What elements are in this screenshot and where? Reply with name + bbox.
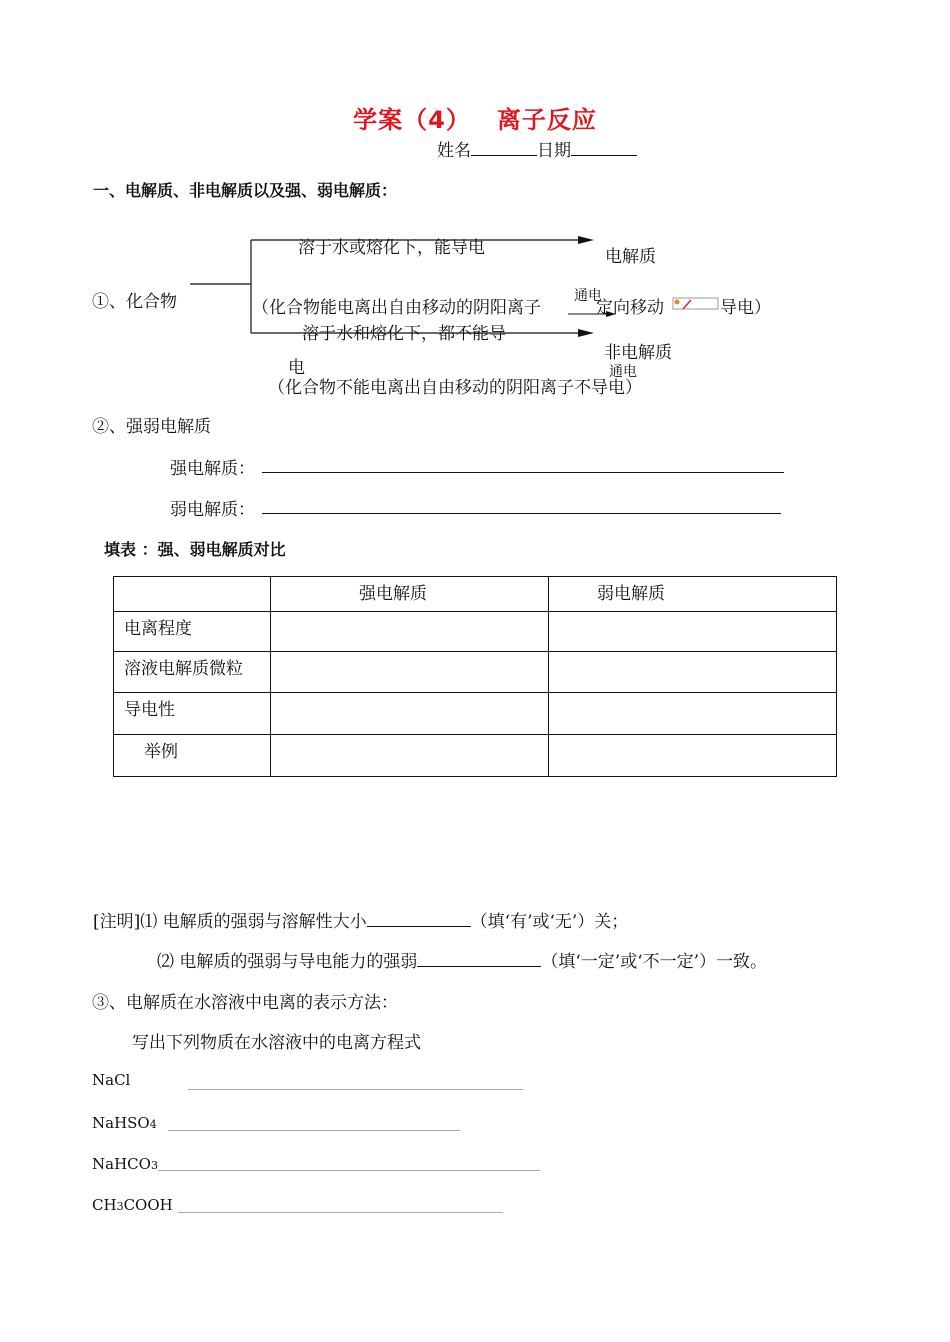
table-header-empty [114, 577, 271, 612]
cell-weak-ionization[interactable] [549, 612, 837, 652]
note2-prefix: ⑵ 电解质的强弱与导电能力的强弱 [157, 952, 418, 972]
row-label-particles: 溶液电解质微粒 [114, 652, 271, 693]
cell-strong-examples[interactable] [271, 735, 549, 777]
formula-nacl [92, 1071, 130, 1089]
table-row [114, 652, 837, 693]
weak-answer-line[interactable] [262, 513, 781, 514]
title-left: 学案（4） [353, 106, 471, 134]
formula-ch3cooh [92, 1196, 173, 1214]
branch-top-note-c: 导电） [720, 298, 771, 318]
note-2 [157, 947, 767, 972]
formula-ch3cooh-sub: 3 [116, 1200, 124, 1213]
row-label-examples: 举例 [114, 735, 271, 777]
branch-bottom-result: 非电解质 [604, 343, 672, 363]
note1-blank[interactable] [367, 911, 471, 927]
formula-ch3cooh-main: CH [92, 1196, 117, 1214]
note1-suffix: （填‘有’或‘无’）关； [470, 912, 629, 932]
cell-strong-particles[interactable] [271, 652, 549, 693]
section3-heading: ③、电解质在水溶液中电离的表示方法： [92, 993, 398, 1013]
note-1 [93, 907, 628, 932]
title-right: 离子反应 [496, 106, 597, 134]
branch-top-result: 电解质 [605, 247, 656, 267]
formula-nahso4-main: NaHSO [92, 1114, 150, 1132]
table-row [114, 693, 837, 735]
answer-line-ch3cooh[interactable] [178, 1212, 503, 1213]
date-label: 日期 [537, 141, 571, 161]
section3-instruction: 写出下列物质在水溶液中的电离方程式 [132, 1033, 421, 1053]
section2-heading: ②、强弱电解质 [92, 417, 211, 437]
formula-nahso4 [92, 1114, 157, 1132]
formula-ch3cooh-tail: COOH [123, 1196, 173, 1214]
cell-strong-conductivity[interactable] [271, 693, 549, 735]
branch-bottom-condition: 溶于水和熔化下，都不能导 [302, 324, 506, 344]
branch-bottom-note: （化合物不能电离出自由移动的阴阳离子不导电） [268, 378, 642, 398]
formula-nahso4-sub: 4 [149, 1118, 157, 1131]
table-header-weak: 弱电解质 [549, 577, 837, 612]
table-row [114, 612, 837, 652]
answer-line-nahco3[interactable] [158, 1170, 540, 1171]
note2-suffix: （填‘一定’或‘不一定’）一致。 [541, 952, 768, 972]
formula-nahco3 [92, 1155, 158, 1173]
answer-line-nacl[interactable] [188, 1089, 523, 1090]
answer-line-nahso4[interactable] [168, 1130, 460, 1131]
row-label-conductivity: 导电性 [114, 693, 271, 735]
branch-top-note-a: （化合物能电离出自由移动的阴阳离子 [252, 298, 541, 318]
branch-bottom-condition-tail: 电 [288, 358, 305, 378]
formula-nahco3-main: NaHCO [92, 1155, 151, 1173]
table-title: 填表 ：强、弱电解质对比 [104, 540, 286, 559]
formula-nahco3-sub: 3 [150, 1159, 158, 1172]
table-row [114, 735, 837, 777]
branch-top-note-b: 定向移动 [596, 298, 664, 318]
compound-label: ①、化合物 [92, 292, 177, 312]
cell-weak-particles[interactable] [549, 652, 837, 693]
note1-prefix: [注明]⑴ 电解质的强弱与溶解性大小 [93, 912, 367, 932]
row-label-ionization: 电离程度 [114, 612, 271, 652]
cell-weak-examples[interactable] [549, 735, 837, 777]
note2-blank[interactable] [417, 951, 541, 967]
comparison-table [113, 576, 837, 777]
cell-strong-ionization[interactable] [271, 612, 549, 652]
table-header-strong: 强电解质 [271, 577, 549, 612]
cell-weak-conductivity[interactable] [549, 693, 837, 735]
strong-label: 强电解质： [170, 459, 255, 479]
name-label: 姓名 [437, 141, 471, 161]
classification-diagram [0, 0, 950, 420]
section1-heading: 一、电解质、非电解质以及强、弱电解质： [93, 181, 398, 200]
branch-top-note-tong: 通电 [574, 288, 602, 304]
branch-top-condition: 溶于水或熔化下，能导电 [298, 238, 485, 258]
formula-nacl-main: NaCl [92, 1071, 131, 1089]
table-header-row [114, 577, 837, 612]
weak-label: 弱电解质： [170, 500, 255, 520]
strong-answer-line[interactable] [262, 472, 784, 473]
branch-bottom-tong: 通电 [609, 364, 637, 380]
